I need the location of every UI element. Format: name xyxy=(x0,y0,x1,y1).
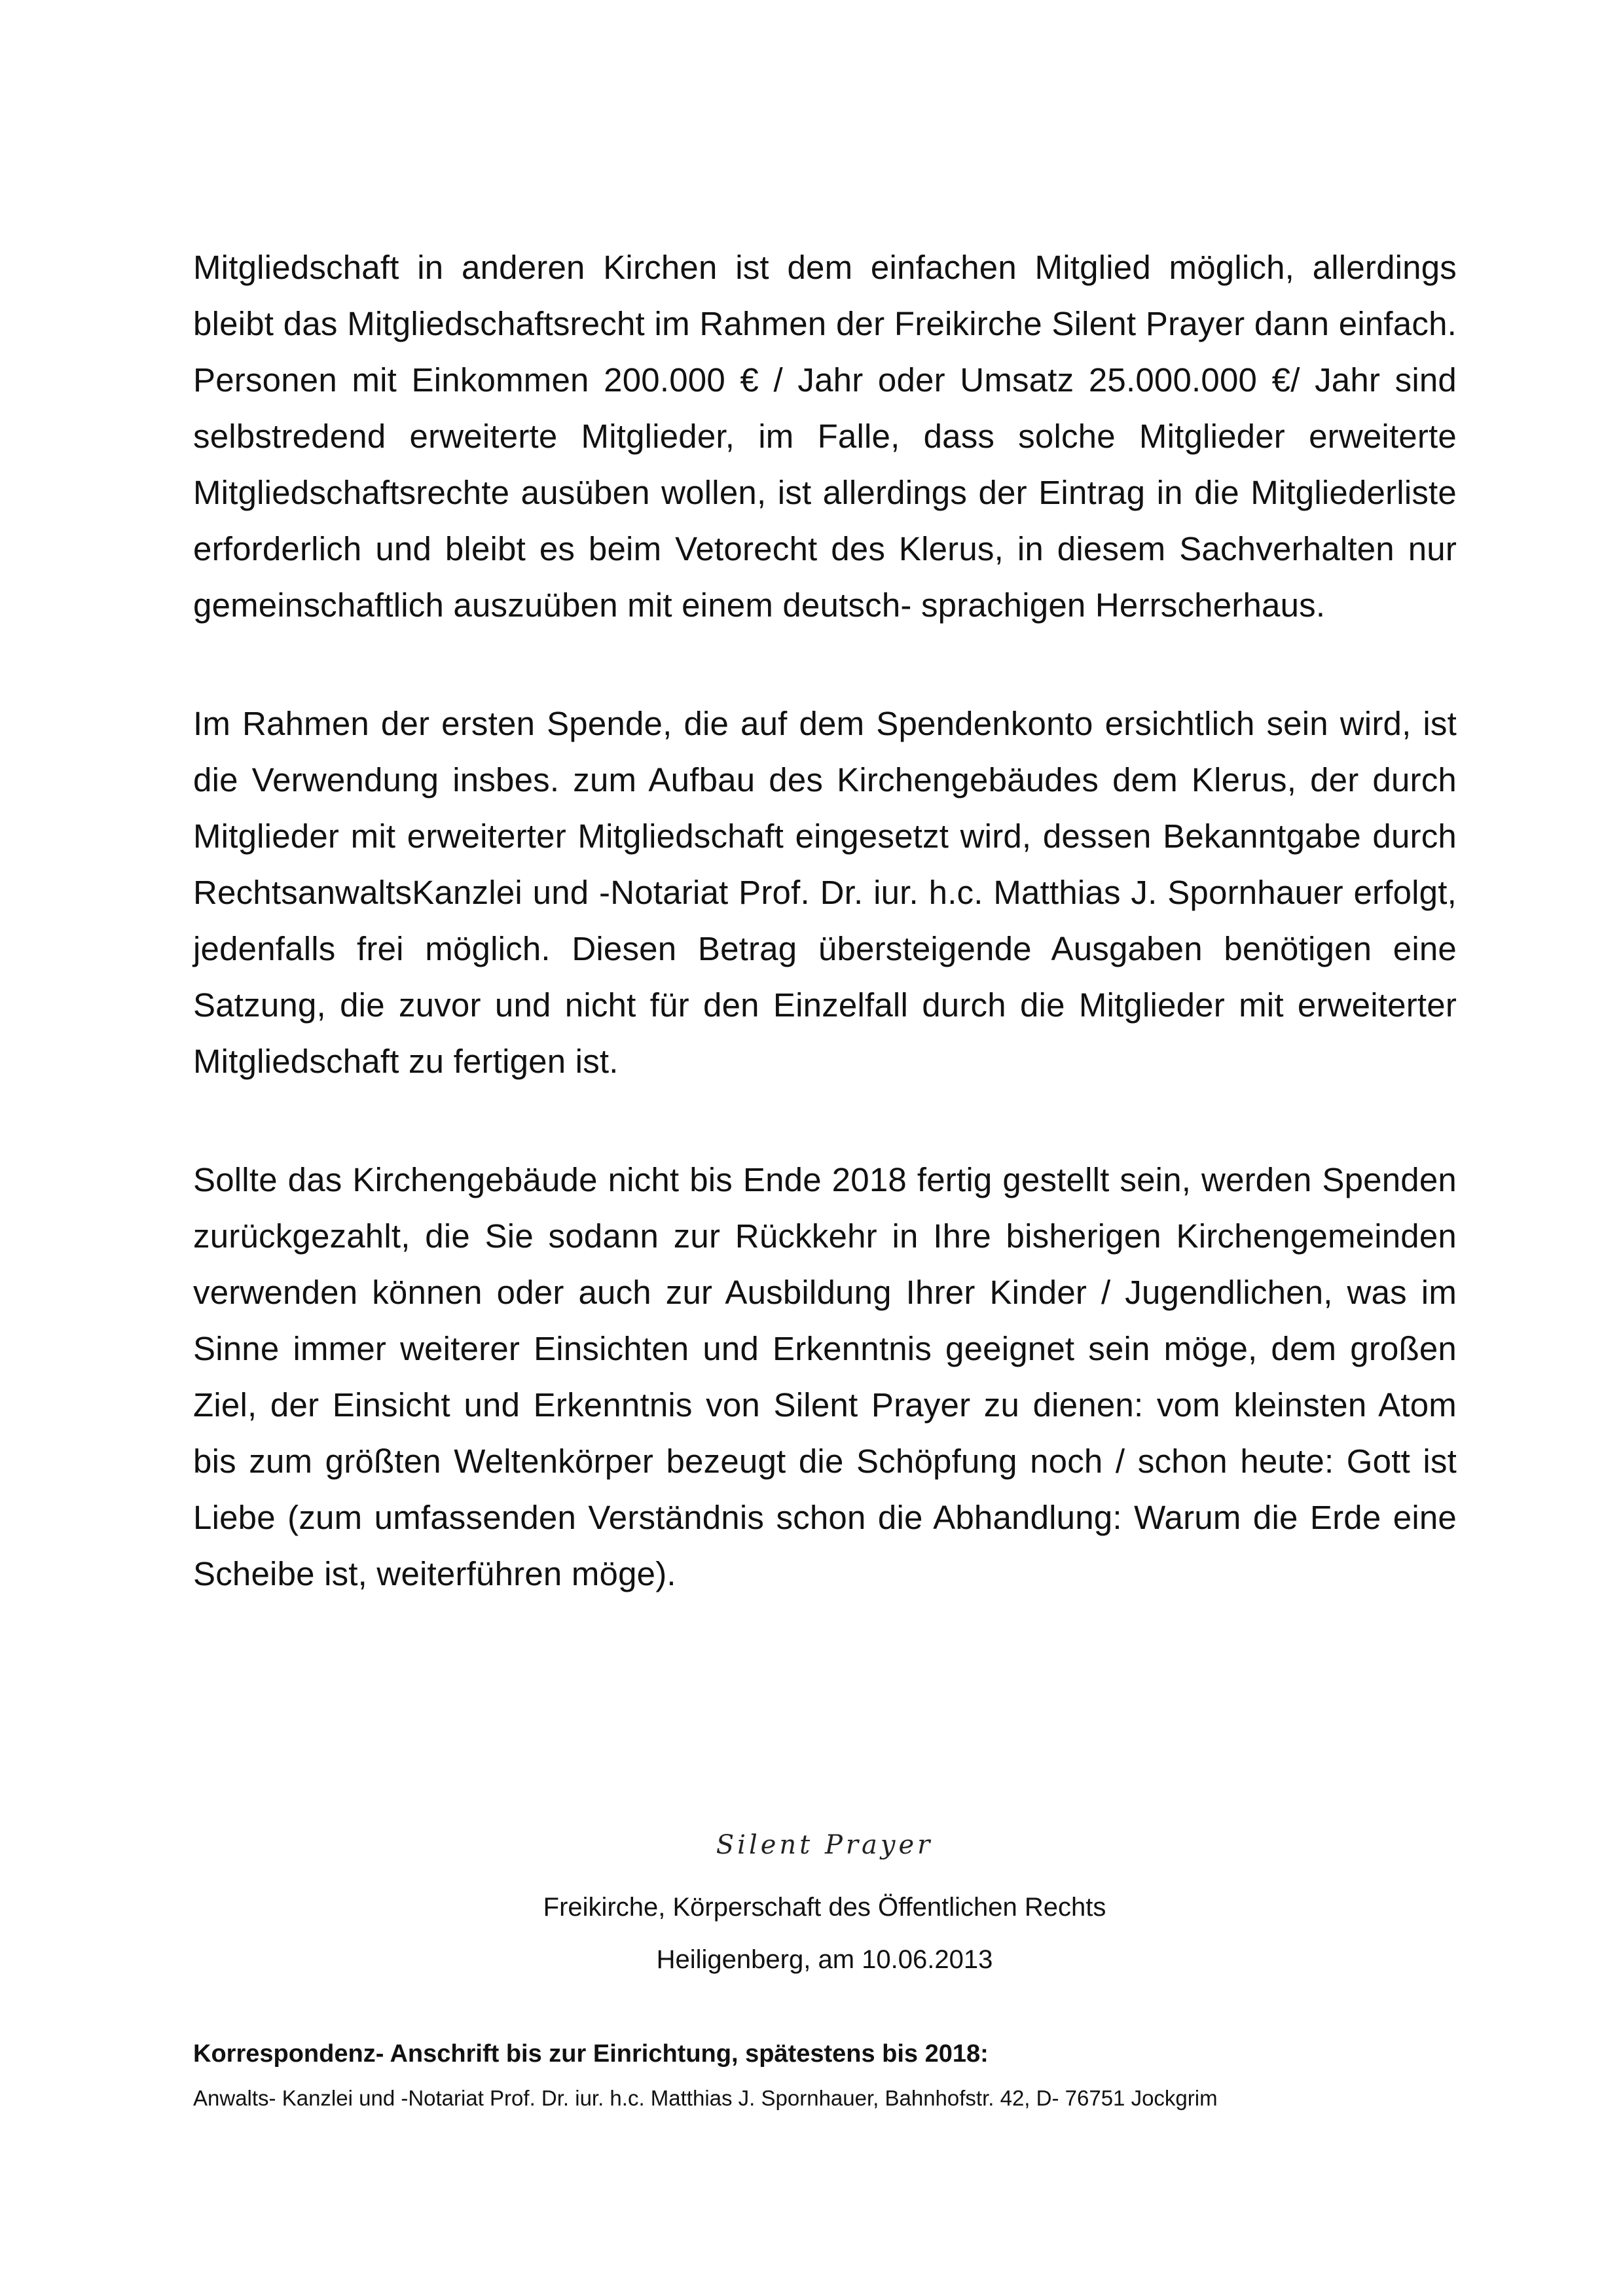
body-paragraph: Im Rahmen der ersten Spende, die auf dem Spendenkonto ersichtlich sein wird, ist die Verwendung insbes. zum Aufbau des Kirchengebäudes dem Klerus, der durch Mitglieder mit erweiterter Mitgliedschaft eingesetzt wird, dessen Bekanntgabe durch RechtsanwaltsKanzlei und -Notariat Prof. Dr. iur. h.c. Matthias J. Spornhauer erfolgt, jedenfalls frei möglich. Diesen Betrag übersteigende Ausgaben benötigen eine Satzung, die zuvor und nicht für den Einzelfall durch die Mitglieder mit erweiterter Mitgliedschaft zu fertigen ist. xyxy=(193,705,1457,1080)
correspondence-heading: Korrespondenz- Anschrift bis zur Einrichtung, spätestens bis 2018: xyxy=(193,2040,989,2068)
correspondence-address: Anwalts- Kanzlei und -Notariat Prof. Dr. iur. h.c. Matthias J. Spornhauer, Bahnhofstr. 42, D- 76751 Jockgrim xyxy=(193,2086,1218,2110)
signature-organization: Freikirche, Körperschaft des Öffentlichen Rechts xyxy=(543,1893,1106,1922)
signature-place-date: Heiligenberg, am 10.06.2013 xyxy=(656,1945,993,1974)
body-paragraph: Mitgliedschaft in anderen Kirchen ist dem einfachen Mitglied möglich, allerdings bleibt das Mitgliedschaftsrecht im Rahmen der Freikirche Silent Prayer dann einfach. Personen mit Einkommen 200.000 € / Jahr oder Umsatz 25.000.000 €/ Jahr sind selbstredend erweiterte Mitglieder, im Falle, dass solche Mitglieder erweiterte Mitgliedschaftsrechte ausüben wollen, ist allerdings der Eintrag in die Mitgliederliste erforderlich und bleibt es beim Vetorecht des Klerus, in diesem Sachverhalten nur gemeinschaftlich auszuüben mit einem deutsch- sprachigen Herrscherhaus. xyxy=(193,249,1457,624)
signature-name: Silent Prayer xyxy=(716,1830,934,1860)
body-paragraph: Sollte das Kirchengebäude nicht bis Ende 2018 fertig gestellt sein, werden Spenden zurückgezahlt, die Sie sodann zur Rückkehr in Ihre bisherigen Kirchengemeinden verwenden können oder auch zur Ausbildung Ihrer Kinder / Jugendlichen, was im Sinne immer weiterer Einsichten und Erkenntnis geeignet sein möge, dem großen Ziel, der Einsicht und Erkenntnis von Silent Prayer zu dienen: vom kleinsten Atom bis zum größten Weltenkörper bezeugt die Schöpfung noch / schon heute: Gott ist Liebe (zum umfassenden Verständnis schon die Abhandlung: Warum die Erde eine Scheibe ist, weiterführen möge). xyxy=(193,1161,1457,1592)
